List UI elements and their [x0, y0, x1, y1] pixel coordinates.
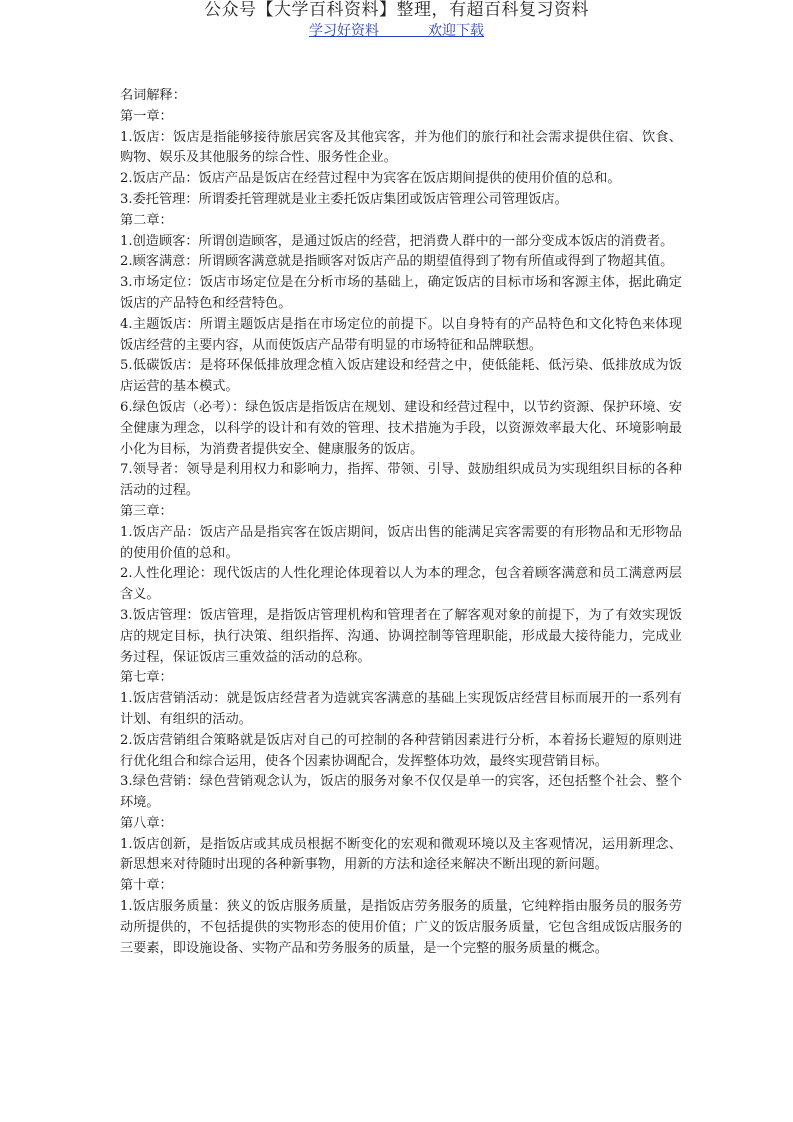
header-title: 公众号【大学百科资料】整理，有超百科复习资料: [204, 0, 589, 20]
section-title: 第三章：: [120, 503, 173, 519]
definition-item: 1.饭店产品：饭店产品是指宾客在饭店期间，饭店出售的能满足宾客需要的有形物品和无形物品的使用价值的总和。: [120, 524, 682, 561]
definition-item: 2.顾客满意：所谓顾客满意就是指顾客对饭店产品的期望值得到了物有所值或得到了物超其值。: [120, 254, 674, 270]
definition-item: 7.领导者：领导是利用权力和影响力，指挥、带领、引导、鼓励组织成员为实现组织目标的各种活动的过程。: [120, 462, 682, 499]
definition-item: 1.创造顾客：所谓创造顾客，是通过饭店的经营，把消费人群中的一部分变成本饭店的消费者。: [120, 233, 674, 249]
section-title: 第七章：: [120, 670, 173, 686]
welcome-download-link[interactable]: 欢迎下载: [427, 23, 484, 39]
definition-item: 2.饭店营销组合策略就是饭店对自己的可控制的各种营销因素进行分析，本着扬长避短的原则进行优化组合和综合运用，使各个因素协调配合，发挥整体功效，最终实现营销目标。: [120, 732, 682, 769]
underline-filler: [379, 23, 428, 39]
definition-item: 3.市场定位：饭店市场定位是在分析市场的基础上，确定饭店的目标市场和客源主体，据此确定饭店的产品特色和经营特色。: [120, 275, 682, 311]
definition-item: 1.饭店营销活动：就是饭店经营者为造就宾客满意的基础上实现饭店经营目标而展开的一系列有计划、有组织的活动。: [120, 691, 682, 727]
definition-item: 2.饭店产品：饭店产品是饭店在经营过程中为宾客在饭店期间提供的使用价值的总和。: [120, 171, 621, 187]
definition-item: 6.绿色饭店（必考）：绿色饭店是指饭店在规划、建设和经营过程中，以节约资源、保护环境、安全健康为理念，以科学的设计和有效的管理、技术措施为手段，以资源效率最大化、环境影响最小化为目标，为消费者提供安全、健康服务的饭店。: [120, 399, 682, 457]
section-title: 第一章：: [120, 108, 173, 124]
page-header: [0, 0, 793, 40]
definition-item: 3.委托管理：所谓委托管理就是业主委托饭店集团或饭店管理公司管理饭店。: [120, 191, 568, 207]
definition-item: 3.绿色营销：绿色营销观念认为，饭店的服务对象不仅仅是单一的宾客，还包括整个社会、整个环境。: [120, 774, 682, 811]
section-title: 第二章：: [120, 212, 173, 228]
definition-item: 4.主题饭店：所谓主题饭店是指在市场定位的前提下。以自身特有的产品特色和文化特色来体现饭店经营的主要内容，从而使饭店产品带有明显的市场特征和品牌联想。: [120, 316, 682, 353]
definition-item: 3.饭店管理：饭店管理，是指饭店管理机构和管理者在了解客观对象的前提下，为了有效实现饭店的规定目标，执行决策、组织指挥、沟通、协调控制等管理职能，形成最大接待能力，完成业务过程，保证饭店三重效益的活动的总称。: [120, 607, 682, 665]
document-body: [120, 86, 682, 959]
definition-item: 5.低碳饭店：是将环保低排放理念植入饭店建设和经营之中，使低能耗、低污染、低排放成为饭店运营的基本模式。: [120, 358, 682, 395]
definition-item: 1.饭店服务质量：狭义的饭店服务质量，是指饭店劳务服务的质量，它纯粹指由服务员的服务劳动所提供的，不包括提供的实物形态的使用价值；广义的饭店服务质量，它包含组成饭店服务的三要素，即设施设备、实物产品和劳务服务的质量，是一个完整的服务质量的概念。: [120, 899, 682, 956]
header-subline: [0, 22, 793, 40]
section-title: 第十章：: [120, 878, 173, 894]
definition-item: 2.人性化理论：现代饭店的人性化理论体现着以人为本的理念，包含着顾客满意和员工满意两层含义。: [120, 566, 682, 603]
study-materials-link[interactable]: 学习好资料: [309, 23, 380, 39]
section-title: 第八章：: [120, 815, 173, 831]
document-heading: 名词解释：: [120, 88, 186, 103]
definition-item: 1.饭店创新，是指饭店或其成员根据不断变化的宏观和微观环境以及主客观情况，运用新理念、新思想来对待随时出现的各种新事物，用新的方法和途径来解决不断出现的新问题。: [120, 836, 682, 873]
definition-item: 1.饭店：饭店是指能够接待旅居宾客及其他宾客，并为他们的旅行和社会需求提供住宿、饮食、购物、娱乐及其他服务的综合性、服务性企业。: [120, 129, 682, 166]
